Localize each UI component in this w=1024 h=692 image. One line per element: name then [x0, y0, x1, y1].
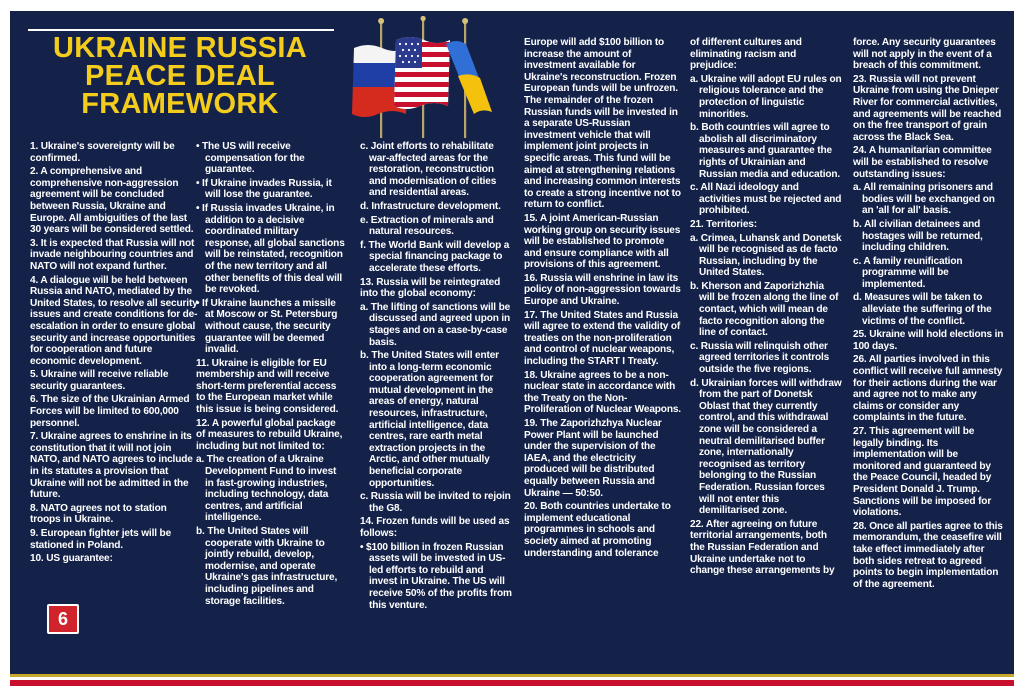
- clause: 1. Ukraine's sovereignty will be confirmed.: [30, 141, 175, 164]
- clause: 15. A joint American-Russian working group on security issues will be established to promote and ensure compliance with all provisions of this agreement.: [524, 212, 681, 271]
- clause: 23. Russia will not prevent Ukraine from using the Dnieper River for commercial activities, and agreements will be reached on the free transport of grain across the Black Sea.: [853, 73, 1002, 143]
- clause: 27. This agreement will be legally binding. Its implementation will be monitored and guaranteed by the Peace Council, headed by President Donald J. Trump. Sanctions will be imposed for violations.: [853, 426, 992, 519]
- clause: 11. Ukraine is eligible for EU membership and will receive short-term preferential access to the European market while this issue is being considered.: [196, 357, 339, 416]
- text-column-1: [30, 141, 198, 665]
- clause: 9. European fighter jets will be stationed in Poland.: [30, 528, 172, 551]
- sub-item: a. Ukraine will adopt EU rules on religious tolerance and the protection of linguistic minorities.: [690, 73, 842, 120]
- clause: of different cultures and eliminating racism and prejudice:: [690, 37, 802, 72]
- sub-item: a. All remaining prisoners and bodies will be exchanged on an 'all for all' basis.: [853, 182, 995, 217]
- clause: 24. A humanitarian committee will be established to resolve outstanding issues:: [853, 145, 992, 180]
- flags-illustration: [346, 16, 496, 138]
- ukraine-flag-icon: [446, 18, 492, 138]
- sub-item: • The US will receive compensation for the guarantee.: [196, 141, 305, 176]
- clause: 28. Once all parties agree to this memorandum, the ceasefire will take effect immediately after both sides retreat to agreed points to begin implementation of the agreement.: [853, 520, 1003, 590]
- sub-item: a. Crimea, Luhansk and Donetsk will be recognised as de facto Russian, including by the United States.: [690, 232, 842, 279]
- clause: 14. Frozen funds will be used as follows:: [360, 516, 510, 539]
- title-line-1: UKRAINE RUSSIA: [53, 32, 307, 64]
- clause: 5. Ukraine will receive reliable security guarantees.: [30, 369, 169, 392]
- text-column-5: [690, 37, 842, 665]
- clause: 2. A comprehensive and comprehensive non-aggression agreement will be concluded between Russia, Ukraine and Europe. All ambiguities of the last 30 years will be considered settled.: [30, 166, 194, 236]
- sub-item: b. Both countries will agree to abolish all discriminatory measures and guarantee the rights of Ukrainian and Russian media and education.: [690, 122, 841, 180]
- text-column-4: [524, 37, 681, 665]
- page-title: [24, 34, 336, 118]
- clause: 22. After agreeing on future territorial arrangements, both the Russian Federation and Ukraine undertake not to change these arrangements by: [690, 518, 835, 577]
- page-number-badge: 6: [47, 604, 79, 634]
- sub-item: d. Ukrainian forces will withdraw from the part of Donetsk Oblast that they currently control, and this withdrawal zone will be considered a neutral demilitarised buffer zone, internationally recognised as territory belonging to the Russian Federation. Russian forces will not enter this demilitarised zone.: [690, 377, 842, 517]
- clause: 13. Russia will be reintegrated into the global economy:: [360, 276, 501, 300]
- title-line-3: FRAMEWORK: [81, 88, 279, 120]
- clause: 3. It is expected that Russia will not invade neighbouring countries and NATO will not expand further.: [30, 237, 195, 272]
- sub-item: d. Infrastructure development.: [360, 200, 501, 212]
- sub-item: d. Measures will be taken to alleviate the suffering of the victims of the conflict.: [853, 292, 992, 327]
- clause: 16. Russia will enshrine in law its policy of non-aggression towards Europe and Ukraine.: [524, 272, 681, 308]
- clause: 10. US guarantee:: [30, 553, 113, 565]
- clause: 17. The United States and Russia will agree to extend the validity of treaties on the non-proliferation and control of nuclear weapons, including the START I Treaty.: [524, 309, 681, 368]
- clause: Europe will add $100 billion to increase the amount of investment available for Ukraine's reconstruction. Frozen European funds will be unfrozen. The remainder of the frozen Russian funds will be invested in a separate US-Russian investment vehicle that will implement joint projects in specific areas. This fund will be aimed at strengthening relations and increasing common interests to create a strong incentive not to return to conflict.: [524, 37, 681, 211]
- text-column-3: [360, 141, 512, 665]
- clause: force. Any security guarantees will not apply in the event of a breach of this commitment.: [853, 37, 996, 72]
- title-rule: [28, 29, 334, 31]
- clause: 25. Ukraine will hold elections in 100 days.: [853, 329, 1004, 352]
- clause: 7. Ukraine agrees to enshrine in its constitution that it will not join NATO, and NATO agrees to include in its statutes a provision that Ukraine will not be admitted in the future.: [30, 431, 193, 501]
- sub-item: c. A family reunification programme will be implemented.: [853, 255, 963, 290]
- sub-item: c. Joint efforts to rehabilitate war-affected areas for the restoration, reconstruction and modernisation of cities and residential areas.: [360, 141, 497, 199]
- sub-item: b. All civilian detainees and hostages will be returned, including children.: [853, 218, 983, 254]
- title-line-2: PEACE DEAL: [85, 60, 275, 92]
- clause: 26. All parties involved in this conflict will receive full amnesty for their actions during the war and agree not to make any claims or consider any complaints in the future.: [853, 354, 1003, 424]
- sub-item: • If Russia invades Ukraine, in addition to a decisive coordinated military response, all global sanctions will be reinstated, recognition of the new territory and all other benefits of this deal will be revoked.: [196, 202, 345, 296]
- sub-item: • If Ukraine invades Russia, it will lose the guarantee.: [196, 177, 332, 201]
- sub-item: • If Ukraine launches a missile at Moscow or St. Petersburg without cause, the security guarantee will be deemed invalid.: [196, 297, 338, 356]
- sub-item: b. Kherson and Zaporizhzhia will be frozen along the line of contact, which will mean de facto recognition along the line of contact.: [690, 280, 839, 339]
- sub-item: e. Extraction of minerals and natural resources.: [360, 214, 494, 238]
- sub-item: a. The lifting of sanctions will be discussed and agreed upon in stages and on a case-by-case basis.: [360, 301, 511, 348]
- clause: 4. A dialogue will be held between Russia and NATO, mediated by the United States, to resolve all security issues and create conditions for de-escalation in order to ensure global security and increase opportunities for cooperation and future economic development.: [30, 274, 198, 367]
- usa-flag-icon: [386, 16, 456, 138]
- clause: 20. Both countries undertake to implement educational programmes in schools and society aimed at promoting understanding and tolerance: [524, 501, 671, 559]
- sub-item: b. The United States will enter into a long-term economic cooperation agreement for mutual development in the areas of energy, natural resources, infrastructure, artificial intelligence, data centres, rare earth metal extraction projects in the Arctic, and other mutually beneficial corporate opportunities.: [360, 350, 499, 489]
- bottom-red-stripe: [10, 680, 1014, 686]
- sub-item: • $100 billion in frozen Russian assets will be invested in US-led efforts to rebuild and invest in Ukraine. The US will receive 50% of the profits from this venture.: [360, 541, 512, 611]
- sub-item: c. Russia will relinquish other agreed territories it controls outside the five regions.: [690, 340, 830, 376]
- text-column-6: [853, 37, 1005, 665]
- sub-item: a. The creation of a Ukraine Development Fund to invest in fast-growing industries, including technology, data centres, and artificial intelligence.: [196, 454, 337, 524]
- clause: 6. The size of the Ukrainian Armed Forces will be limited to 600,000 personnel.: [30, 394, 190, 429]
- clause: 8. NATO agrees not to station troops in Ukraine.: [30, 502, 167, 526]
- sub-item: c. All Nazi ideology and activities must be rejected and prohibited.: [690, 182, 842, 217]
- sub-item: c. Russia will be invited to rejoin the G8.: [360, 491, 511, 514]
- clause: 21. Territories:: [690, 218, 757, 230]
- sub-item: f. The World Bank will develop a special financing package to accelerate these efforts.: [360, 239, 510, 274]
- sub-item: b. The United States will cooperate with Ukraine to jointly rebuild, develop, modernise, and operate Ukraine's gas infrastructure, including pipelines and storage facilities.: [196, 526, 338, 607]
- text-column-2: [196, 141, 346, 665]
- clause: 19. The Zaporizhzhya Nuclear Power Plant will be launched under the supervision of the IAEA, and the electricity produced will be distributed equally between Russia and Ukraine — 50:50.: [524, 418, 662, 499]
- clause: 12. A powerful global package of measures to rebuild Ukraine, including but not limited to:: [196, 417, 343, 452]
- clause: 18. Ukraine agrees to be a non-nuclear state in accordance with the Treaty on the Non-Proliferation of Nuclear Weapons.: [524, 369, 681, 416]
